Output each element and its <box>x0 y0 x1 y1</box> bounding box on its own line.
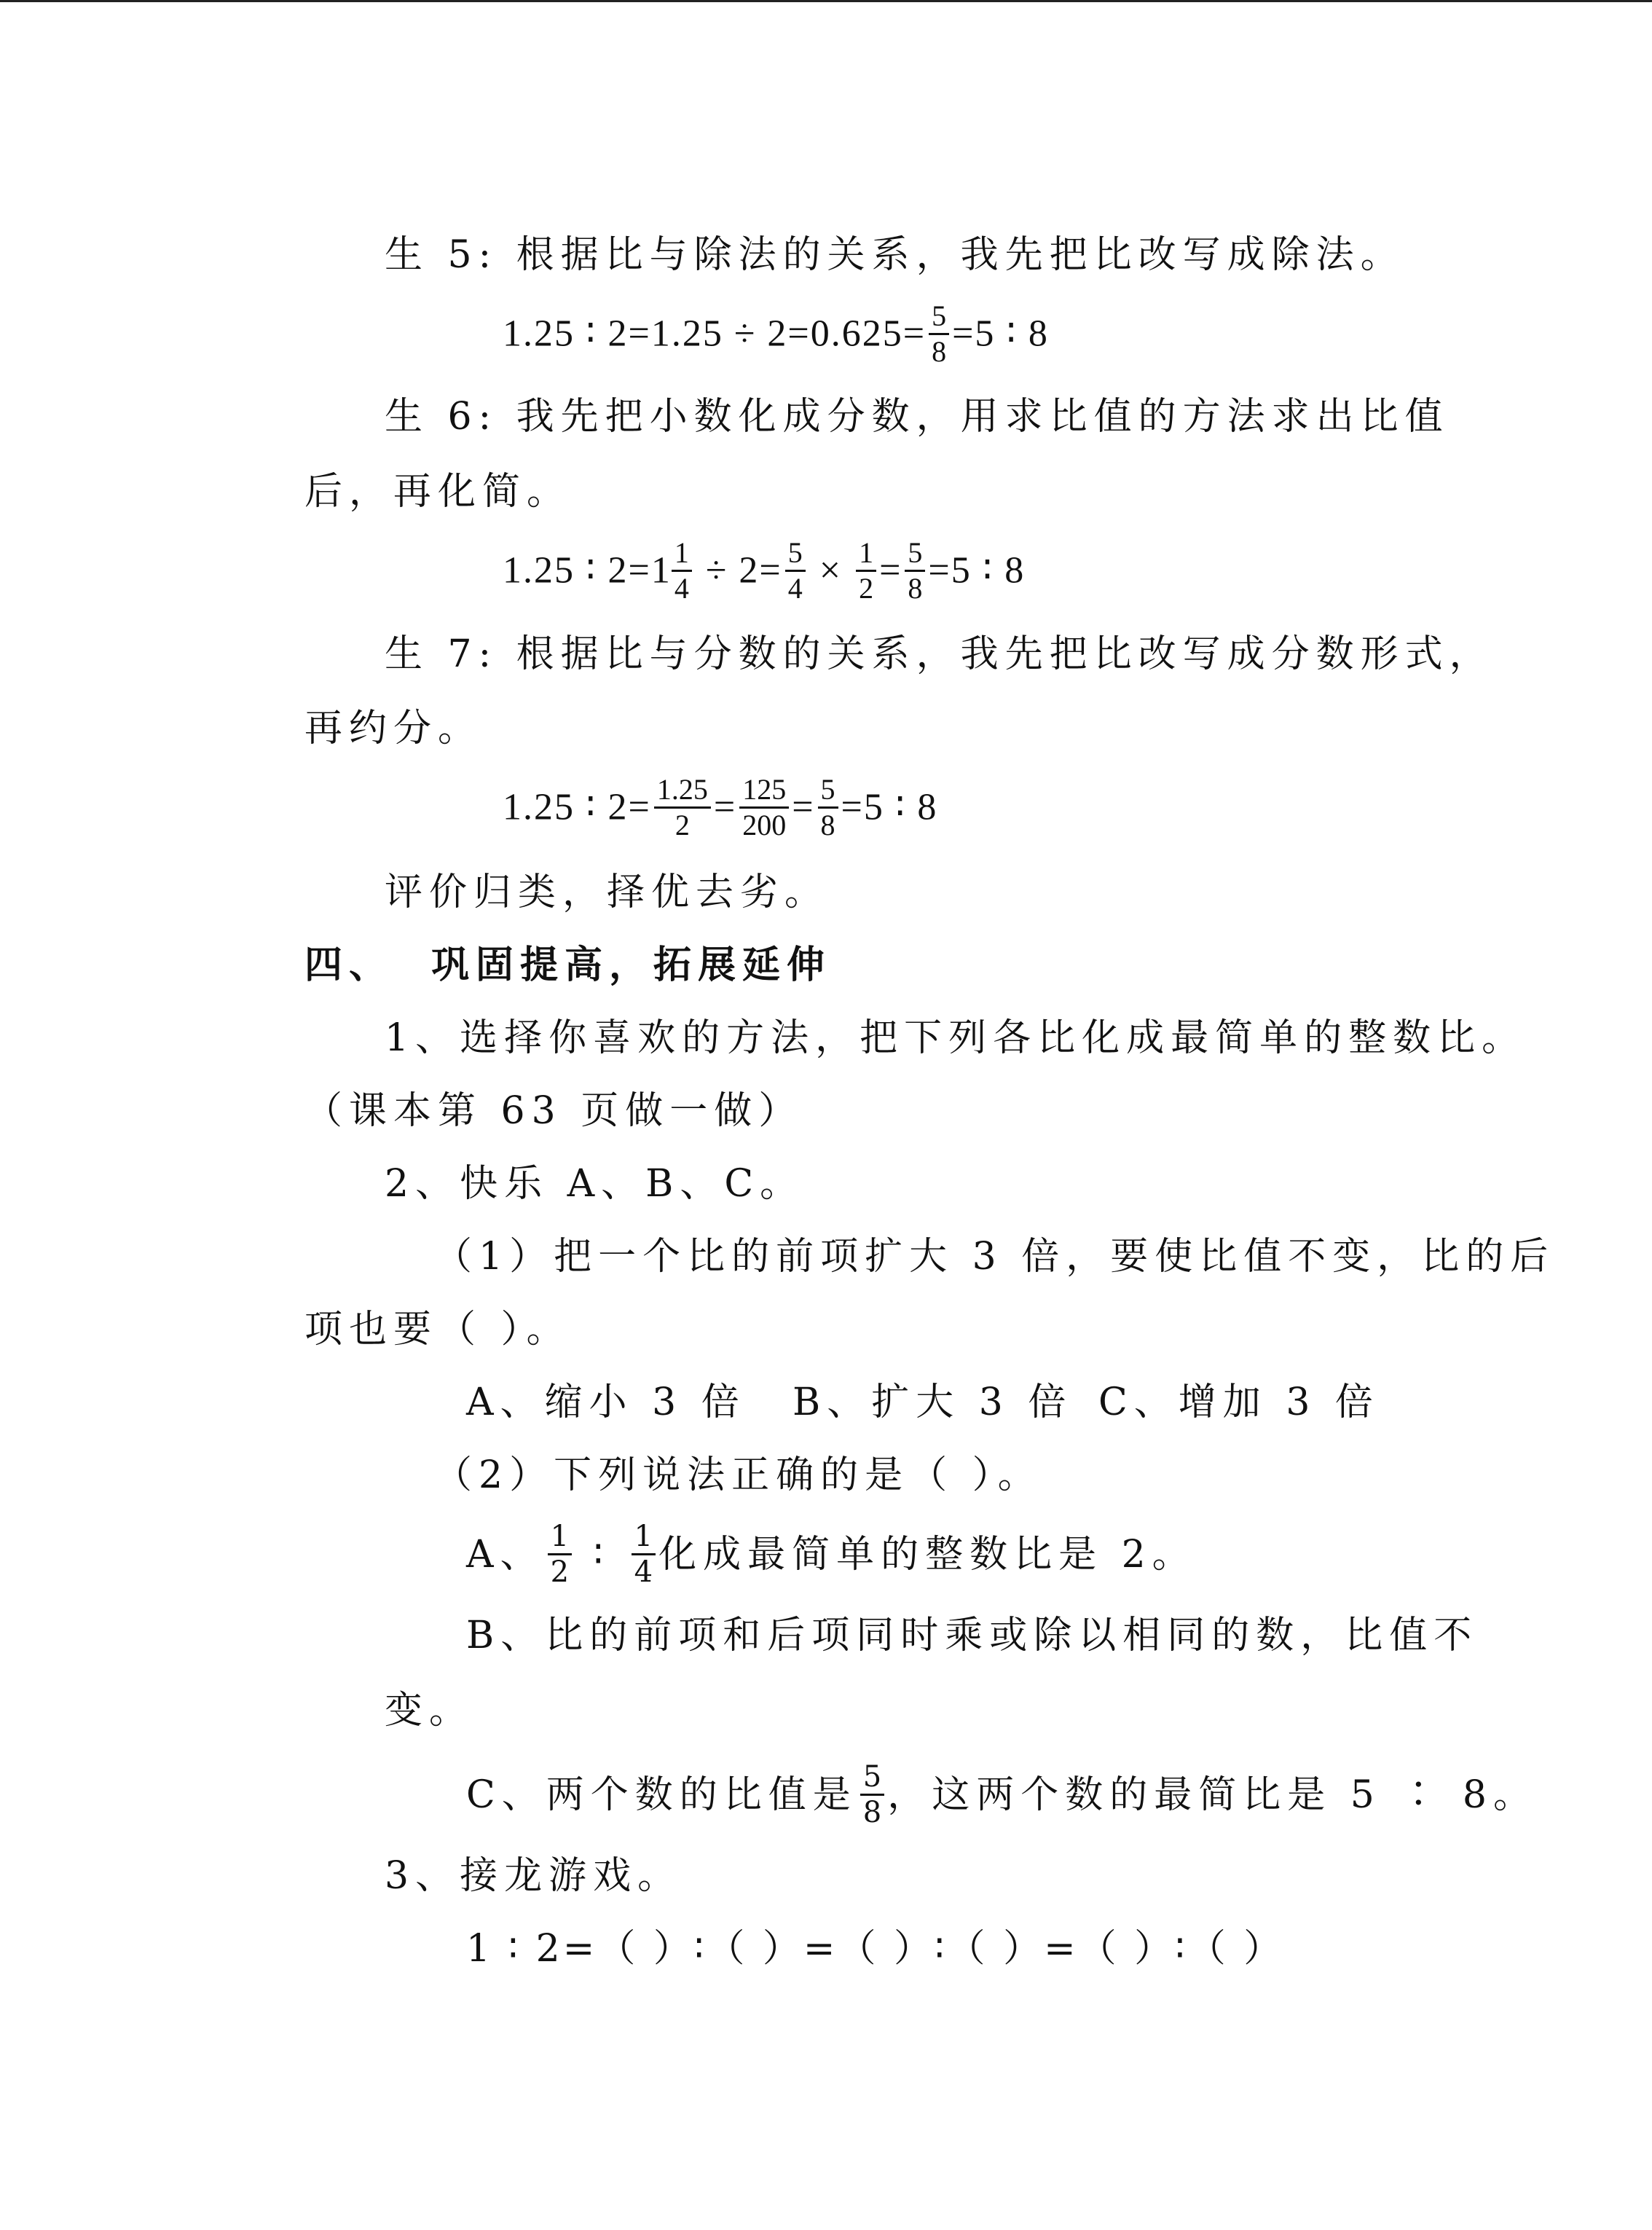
fraction-5-8 <box>929 299 949 369</box>
option-c: C、增加 3 倍 <box>1098 1381 1380 1424</box>
question1-line1: 1、选择你喜欢的方法，把下列各比化成最简单的整数比。 <box>385 1016 1527 1060</box>
fraction-5-8 <box>860 1760 884 1829</box>
numerator: 5 <box>818 773 838 809</box>
student5-text: 生 5: 根据比与除法的关系，我先把比改写成除法。 <box>385 233 1405 277</box>
eq-part: ÷ 2= <box>694 549 782 592</box>
numerator: 1 <box>672 536 692 572</box>
option-b: B、扩大 3 倍 <box>792 1381 1073 1424</box>
eq-part: = <box>792 786 815 828</box>
denominator: 4 <box>634 1555 653 1589</box>
eq-part: = <box>879 549 902 592</box>
student7-equation <box>503 773 938 845</box>
student6-text-line1: 生 6: 我先把小数化成分数，用求比值的方法求出比值 <box>385 395 1450 439</box>
fraction-1-4 <box>672 536 692 605</box>
numerator: 5 <box>929 299 949 335</box>
student6-text-line2: 后，再化简。 <box>304 470 572 514</box>
eq-part: =5 ∶ 8 <box>928 549 1026 592</box>
numerator: 5 <box>785 536 806 572</box>
eq-part: =5 ∶ 8 <box>841 786 938 828</box>
denominator: 2 <box>674 809 690 841</box>
section4-number: 四、 <box>304 943 394 987</box>
denominator: 8 <box>908 572 923 605</box>
statement-c-prefix: C、两个数的比值是 <box>466 1773 857 1817</box>
numerator: 1 <box>548 1520 572 1555</box>
numerator: 5 <box>905 536 925 572</box>
fraction-1-2 <box>856 536 876 605</box>
question2-title: 2、快乐 A、B、C。 <box>385 1162 805 1206</box>
fraction-1-2 <box>548 1520 572 1589</box>
statement-a <box>466 1520 1197 1592</box>
statement-c <box>466 1760 1538 1832</box>
numerator: 1 <box>632 1520 656 1555</box>
student5-equation <box>503 299 1049 372</box>
student7-text-line1: 生 7: 根据比与分数的关系，我先把比改写成分数形式， <box>385 632 1494 676</box>
denominator: 4 <box>674 572 689 605</box>
question2-1-line2: 项也要（ ）。 <box>304 1308 571 1351</box>
denominator: 2 <box>550 1555 570 1589</box>
eq-part: 1.25 ∶ 2= <box>503 786 651 828</box>
eq-part: =5 ∶ 8 <box>952 313 1049 355</box>
statement-c-suffix: ，这两个数的最简比是 5 ∶ 8。 <box>887 1773 1538 1817</box>
statement-a-prefix: A、 <box>466 1533 545 1577</box>
section4-heading <box>304 943 831 987</box>
question3-chain: 1 ∶ 2=（ ）∶（ ）=（ ）∶（ ）=（ ）∶（ ） <box>466 1927 1285 1971</box>
denominator: 4 <box>787 572 803 605</box>
denominator: 200 <box>742 809 787 841</box>
fraction-5-8 <box>905 536 925 605</box>
ratio-colon: ∶ <box>575 1533 629 1577</box>
fraction-1.25-2 <box>654 773 711 842</box>
denominator: 8 <box>820 809 835 841</box>
numerator: 5 <box>860 1760 884 1796</box>
student6-equation <box>503 536 1026 608</box>
statement-a-suffix: 化成最简单的整数比是 2。 <box>658 1533 1197 1577</box>
eq-part: 1.25 ∶ 2=1.25 ÷ 2=0.625= <box>503 313 927 355</box>
question2-1-line1: （1）把一个比的前项扩大 3 倍，要使比值不变，比的后 <box>434 1235 1555 1279</box>
question1-line2: （课本第 63 页做一做） <box>304 1089 803 1133</box>
fraction-5-8 <box>818 773 838 842</box>
statement-b-line1: B、比的前项和后项同时乘或除以相同的数，比值不 <box>466 1614 1479 1657</box>
numerator: 1.25 <box>654 773 711 809</box>
page-top-border <box>0 0 1652 2</box>
fraction-5-4 <box>785 536 806 605</box>
student7-text-line2: 再约分。 <box>304 707 483 750</box>
numerator: 125 <box>739 773 789 809</box>
eq-part: 1.25 ∶ 2=1 <box>503 549 672 592</box>
eq-part: = <box>713 786 737 828</box>
section4-title: 巩固提高，拓展延伸 <box>431 943 832 987</box>
denominator: 8 <box>932 335 947 368</box>
denominator: 8 <box>862 1796 882 1829</box>
evaluate-text: 评价归类，择优去劣。 <box>385 871 830 914</box>
numerator: 1 <box>856 536 876 572</box>
denominator: 2 <box>859 572 874 605</box>
fraction-1-4 <box>632 1520 656 1589</box>
option-a: A、缩小 3 倍 <box>466 1381 746 1424</box>
question2-2: （2）下列说法正确的是（ ）。 <box>434 1453 1042 1497</box>
eq-part: × <box>808 549 854 592</box>
fraction-125-200 <box>739 773 789 842</box>
question3-title: 3、接龙游戏。 <box>385 1854 683 1898</box>
statement-b-line2: 变。 <box>385 1689 474 1732</box>
